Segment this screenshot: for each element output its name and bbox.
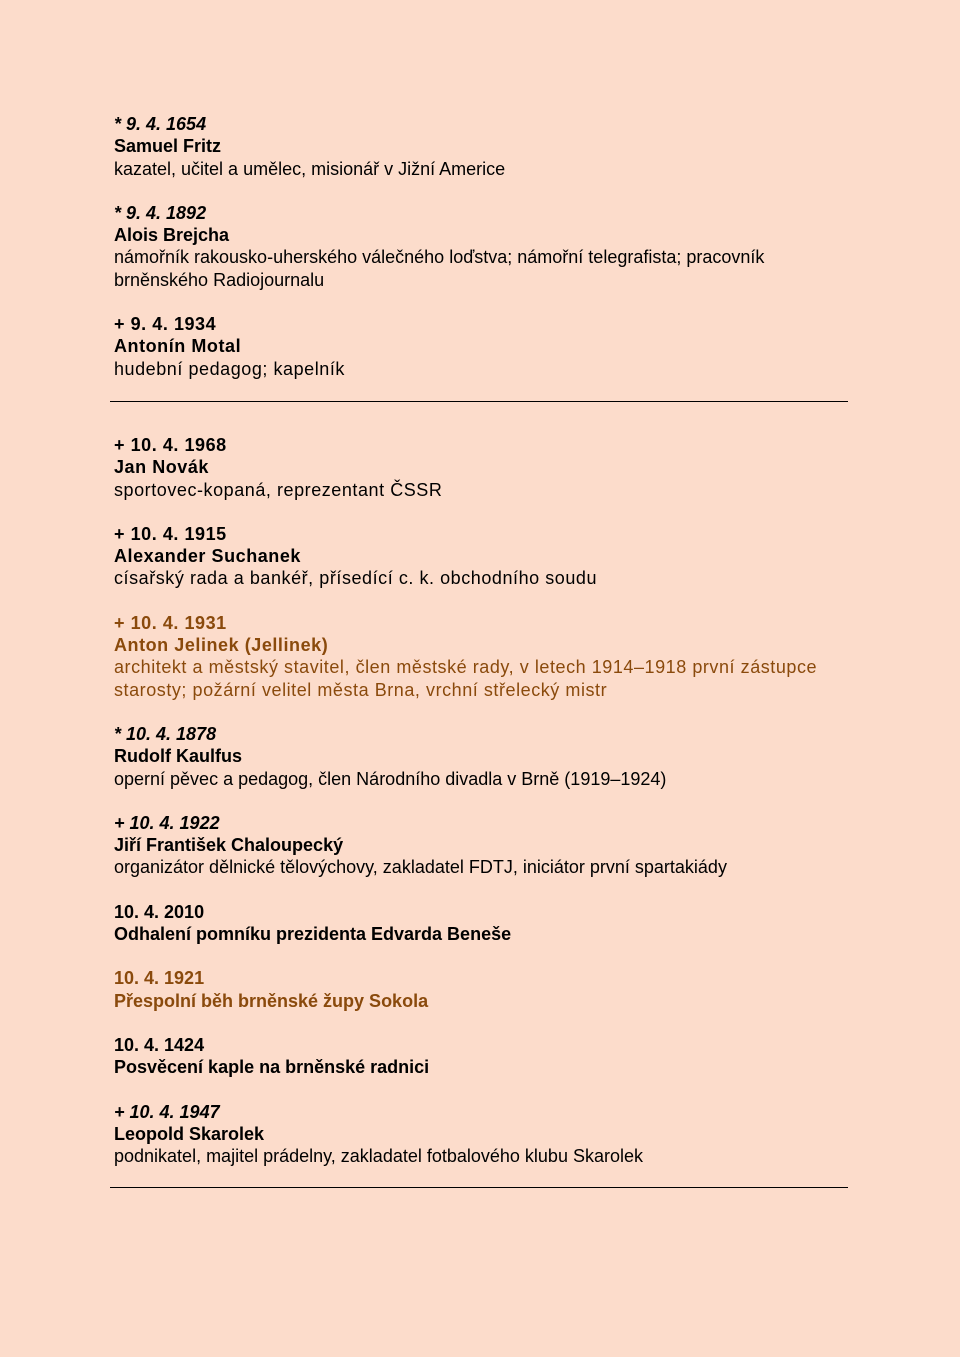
section-divider xyxy=(110,1187,848,1188)
section-divider xyxy=(110,401,848,402)
entry-date: + 9. 4. 1934 xyxy=(114,314,217,335)
entry-description: operní pěvec a pedagog, člen Národního divadla v Brně (1919–1924) xyxy=(114,768,667,789)
entry-name: Anton Jelinek (Jellinek) xyxy=(114,635,329,656)
entry-name: Rudolf Kaulfus xyxy=(114,746,242,767)
entry-date: * 10. 4. 1878 xyxy=(114,723,217,744)
entry-benes-monument xyxy=(114,901,854,946)
entry-skarolek xyxy=(114,1101,854,1168)
entry-kaulfus xyxy=(114,723,854,790)
entry-date: + 10. 4. 1922 xyxy=(114,812,220,833)
document-page xyxy=(114,113,854,1220)
entry-description: podnikatel, majitel prádelny, zakladatel fotbalového klubu Skarolek xyxy=(114,1146,643,1167)
entry-description: námořník rakousko-uherského válečného loďstva; námořní telegrafista; pracovník brněnského Radiojournalu xyxy=(114,247,765,290)
entry-brejcha xyxy=(114,202,854,291)
entry-motal xyxy=(114,313,854,380)
entry-description: císařský rada a bankéř, přísedící c. k. obchodního soudu xyxy=(114,568,598,589)
entry-date: + 10. 4. 1968 xyxy=(114,434,227,455)
entry-date: + 10. 4. 1915 xyxy=(114,523,227,544)
entry-description: kazatel, učitel a umělec, misionář v Jižní Americe xyxy=(114,158,506,179)
entry-name: Jiří František Chaloupecký xyxy=(114,835,344,856)
entry-name: Samuel Fritz xyxy=(114,136,222,157)
entry-date: 10. 4. 2010 xyxy=(114,901,205,922)
entry-date: 10. 4. 1921 xyxy=(114,968,205,989)
entry-novak xyxy=(114,434,854,501)
entry-sokol-run xyxy=(114,967,854,1012)
entry-fritz xyxy=(114,113,854,180)
entry-name: Alois Brejcha xyxy=(114,225,230,246)
entry-chapel xyxy=(114,1034,854,1079)
entry-chaloupecky xyxy=(114,812,854,879)
entry-date: + 10. 4. 1931 xyxy=(114,612,227,633)
entry-jelinek xyxy=(114,612,854,701)
entry-date: * 9. 4. 1654 xyxy=(114,114,207,134)
entry-name: Přespolní běh brněnské župy Sokola xyxy=(114,990,429,1011)
entry-description: sportovec-kopaná, reprezentant ČSSR xyxy=(114,479,443,500)
entry-name: Leopold Skarolek xyxy=(114,1123,265,1144)
entry-date: + 10. 4. 1947 xyxy=(114,1101,220,1122)
entry-name: Jan Novák xyxy=(114,457,209,478)
entry-description: hudební pedagog; kapelník xyxy=(114,358,345,379)
entry-description: architekt a městský stavitel, člen městské rady, v letech 1914–1918 první zástupce starosty; požární velitel města Brna, vrchní střelecký mistr xyxy=(114,657,818,700)
entry-name: Alexander Suchanek xyxy=(114,546,301,567)
entry-date: * 9. 4. 1892 xyxy=(114,202,207,223)
entry-suchanek xyxy=(114,523,854,590)
entry-name: Antonín Motal xyxy=(114,336,242,357)
entry-date: 10. 4. 1424 xyxy=(114,1034,205,1055)
entry-name: Posvěcení kaple na brněnské radnici xyxy=(114,1057,430,1078)
entry-description: organizátor dělnické tělovýchovy, zakladatel FDTJ, iniciátor první spartakiády xyxy=(114,857,727,878)
entry-name: Odhalení pomníku prezidenta Edvarda Beneše xyxy=(114,924,512,945)
